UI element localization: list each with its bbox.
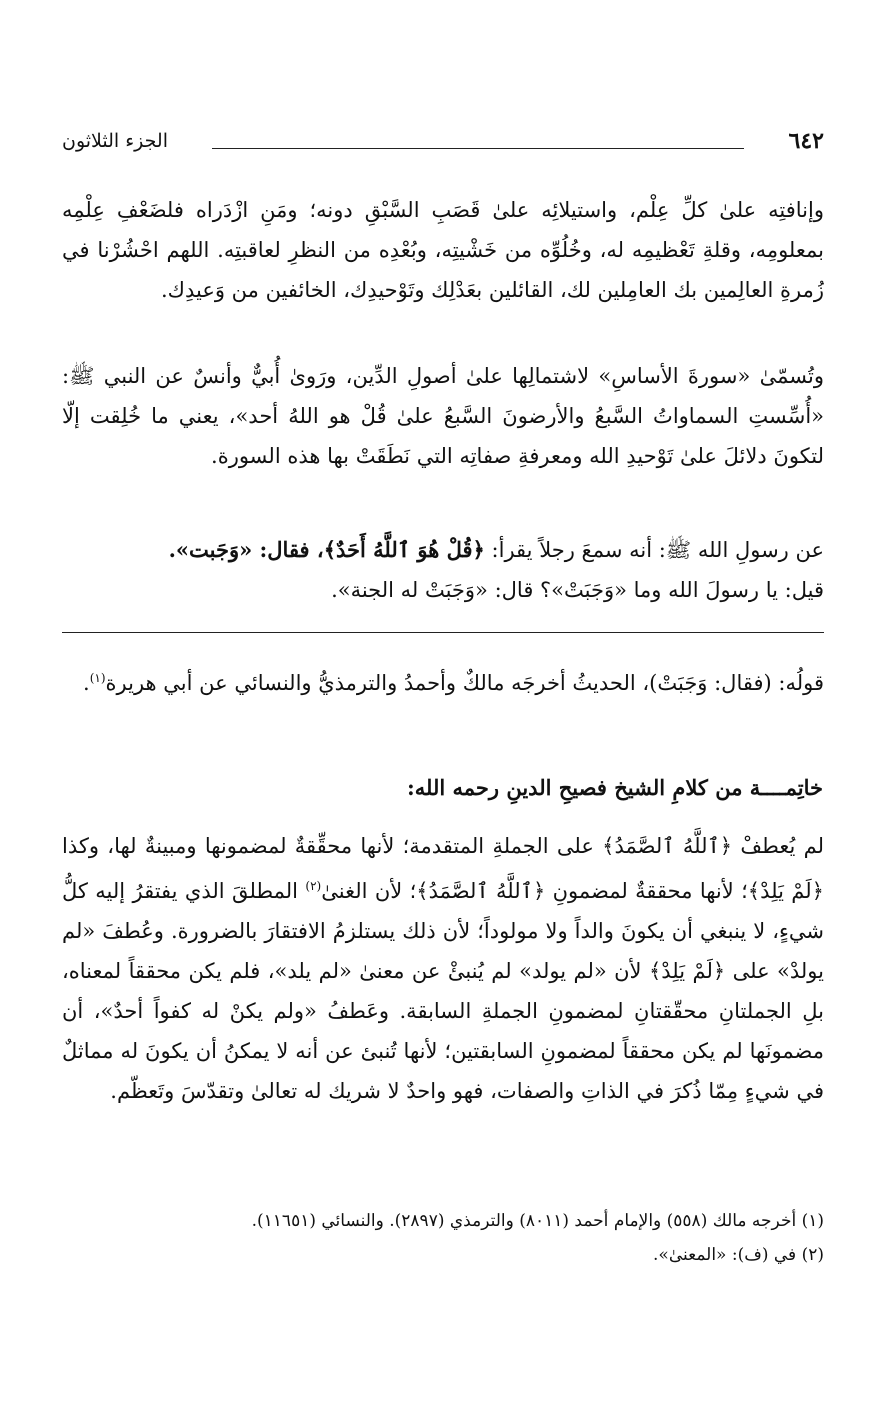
paragraph-2: وتُسمّىٰ «سورةَ الأساسِ» لاشتمالِها علىٰ أصولِ الدِّين، ورَوىٰ أُبيٌّ وأنسٌ عن النبي ﷺ: «أُسِّستِ السماواتُ السَّبعُ والأرضونَ السَّبعُ علىٰ قُلْ هو اللهُ أحد»، يعني ما خُلِقت إلّا لتكونَ دلائلَ علىٰ تَوْحيدِ الله ومعرفةِ صفاتِه التي نَطَقَتْ بها هذه السورة. [62,364,824,468]
footnote-ref-1: (١) [89,671,106,685]
paragraph-3-tail: قيل: يا رسولَ الله وما «وَجَبَتْ»؟ قال: «وَجَبَتْ له الجنة». [331,578,824,602]
paragraph-5-text: لم يُعطفْ ﴿ٱللَّهُ ٱلصَّمَدُ﴾ على الجملةِ المتقدمة؛ لأنها محقِّقةٌ لمضمونها ومبينةٌ لها، وكذا ﴿لَمْ يَلِدْ﴾؛ لأنها محققةٌ لمضمونِ ﴿ٱللَّهُ ٱلصَّمَدُ﴾؛ لأن الغنىٰ [62,834,824,903]
paragraph-1: وإنافتِه علىٰ كلِّ عِلْم، واستيلائِه علىٰ قَصَبِ السَّبْقِ دونه؛ ومَنِ ازْدَراه فلضَعْفِ عِلْمِه بمعلومِه، وقلةِ تَعْظيمِه له، وخُلُوِّه من خَشْيتِه، وبُعْدِه من النظرِ لعاقبتِه. اللهم احْشُرْنا في زُمرةِ العالِمين بك العامِلين لك، القائلين بعَدْلِك وتَوْحيدِك، الخائفين من وَعيدِك. [62,198,824,302]
page-header [62,124,824,160]
paragraph-3-lead: عن رسولِ الله ﷺ: أنه سمعَ رجلاً يقرأ: [484,538,824,562]
section-divider [62,632,824,633]
paragraph-3-mid: ، فقال: «وَجَبت». [168,537,324,562]
paragraph-5-rest: المطلقَ الذي يفتقرُ إليه كلُّ شيءٍ، لا ينبغي أن يكونَ والداً ولا مولوداً؛ لأن ذلك يستلزمُ الافتقارَ بالضرورة. وعُطفَ «لم يولدْ» على ﴿لَمْ يَلِدْ﴾ لأن «لم يولد» لم يُنبئْ عن معنىٰ «لم يلد»، فلم يكن محققاً لمعناه، بلِ الجملتانِ محقّقتانِ لمضمونِ الجملةِ السابقة. وعَطفُ «ولم يكنْ له كفواً أحدٌ»، أن مضمونَها لم يكن محققاً لمضمونِ السابقتين؛ لأنها تُنبئ عن أنه لا يمكنُ أن يكونَ له مماثلٌ في شيءٍ مِمّا ذُكرَ في الذاتِ والصفات، فهو واحدٌ لا شريك له تعالىٰ وتقدّسَ وتَعظّم. [62,879,824,1103]
footnote-1: (١) أخرجه مالك (٥٥٨) والإمام أحمد (٨٠١١) والترمذي (٢٨٩٧). والنسائي (١١٦٥١). [251,1211,824,1231]
paragraph-4 [62,658,824,703]
conclusion-heading: خاتِمــــة من كلامِ الشيخ فصيحِ الدينِ رحمه الله: [407,775,823,800]
page-number: ٦٤٢ [788,128,824,154]
paragraph-4-end: . [83,671,90,695]
running-title: الجزء الثلاثون [62,130,168,152]
quran-verse: ﴿قُلْ هُوَ ٱللَّهُ أَحَدٌ﴾ [323,537,485,562]
paragraph-5 [62,826,824,1111]
footnotes [62,1204,824,1272]
paragraph-4-text: قولُه: (فقال: وَجَبَتْ)، الحديثُ أخرجَه مالكٌ وأحمدُ والترمذيُّ والنسائي عن أبي هريرة [105,671,824,695]
footnote-2: (٢) في (ف): «المعنىٰ». [653,1245,824,1265]
footnote-ref-2: (٢) [305,879,322,893]
header-rule [212,148,744,149]
paragraph-3 [62,530,824,610]
